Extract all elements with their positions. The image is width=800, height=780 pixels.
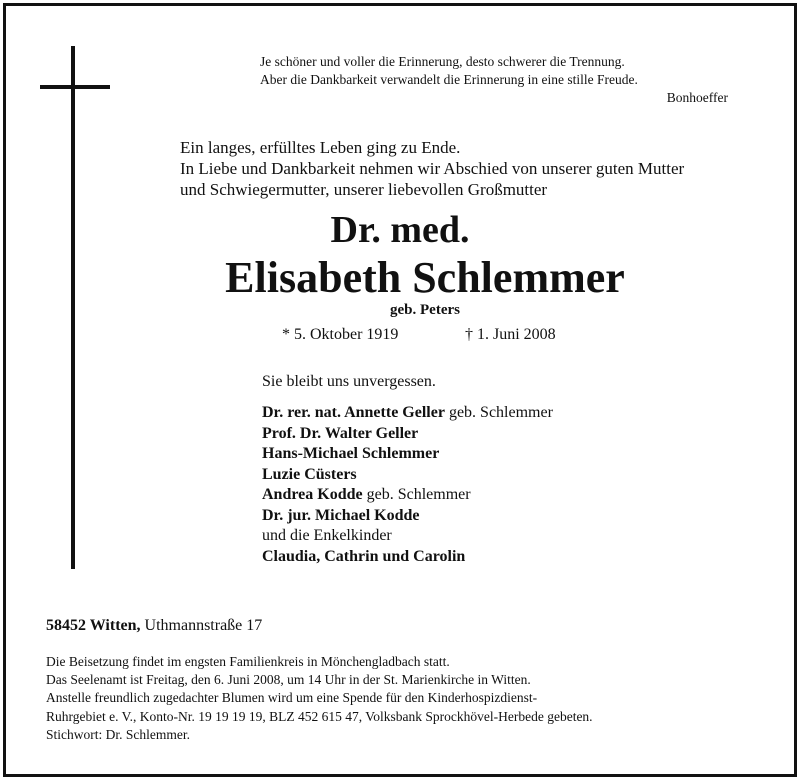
cross-icon-bar [40, 85, 110, 89]
family-list [262, 403, 553, 567]
family-member: Dr. jur. Michael Kodde [262, 506, 420, 524]
intro-line: Ein langes, erfülltes Leben ging zu Ende. [180, 138, 461, 157]
intro-line: In Liebe und Dankbarkeit nehmen wir Abschied von unserer guten Mutter [180, 159, 685, 178]
family-member: Dr. rer. nat. Annette Geller geb. Schlemmer [262, 404, 553, 421]
birth-date: * 5. Oktober 1919 [282, 326, 399, 343]
family-member: Claudia, Cathrin und Carolin [262, 547, 466, 565]
deceased-name: Elisabeth Schlemmer [225, 253, 625, 302]
quote-line: Je schöner und voller die Erinnerung, desto schwerer die Trennung. [260, 54, 625, 69]
note-line: Die Beisetzung findet im engsten Familienkreis in Mönchengladbach statt. [46, 654, 450, 669]
note-line: Stichwort: Dr. Schlemmer. [46, 726, 190, 742]
address-line [46, 617, 262, 635]
family-member: und die Enkelkinder [262, 527, 392, 544]
deceased-title: Dr. med. [330, 209, 470, 251]
note-line: Das Seelenamt ist Freitag, den 6. Juni 2008, um 14 Uhr in der St. Marienkirche in Witten. [46, 672, 531, 688]
family-member: Andrea Kodde geb. Schlemmer [262, 486, 471, 503]
address-city: 58452 Witten, [46, 617, 141, 634]
intro-line: und Schwiegermutter, unserer liebevollen Großmutter [180, 180, 548, 199]
family-member: Prof. Dr. Walter Geller [262, 424, 419, 442]
note-line: Ruhrgebiet e. V., Konto-Nr. 19 19 19 19, BLZ 452 615 47, Volksbank Sprockhövel-Herbede gebeten. [46, 708, 593, 724]
family-member: Luzie Cüsters [262, 465, 357, 483]
funeral-notes [46, 653, 593, 744]
remembrance-line: Sie bleibt uns unvergessen. [262, 373, 436, 390]
note-line: Anstelle freundlich zugedachter Blumen wird um eine Spende für den Kinderhospizdienst- [46, 690, 538, 706]
quote-line: Aber die Dankbarkeit verwandelt die Erinnerung in eine stille Freude. [260, 72, 638, 87]
family-member: Hans-Michael Schlemmer [262, 445, 440, 462]
maiden-name: geb. Peters [390, 302, 460, 318]
quote-author: Bonhoeffer [666, 90, 728, 105]
intro-text [180, 137, 684, 200]
death-date: † 1. Juni 2008 [465, 326, 556, 343]
quote-block [260, 53, 728, 107]
address-street: Uthmannstraße 17 [140, 617, 263, 634]
